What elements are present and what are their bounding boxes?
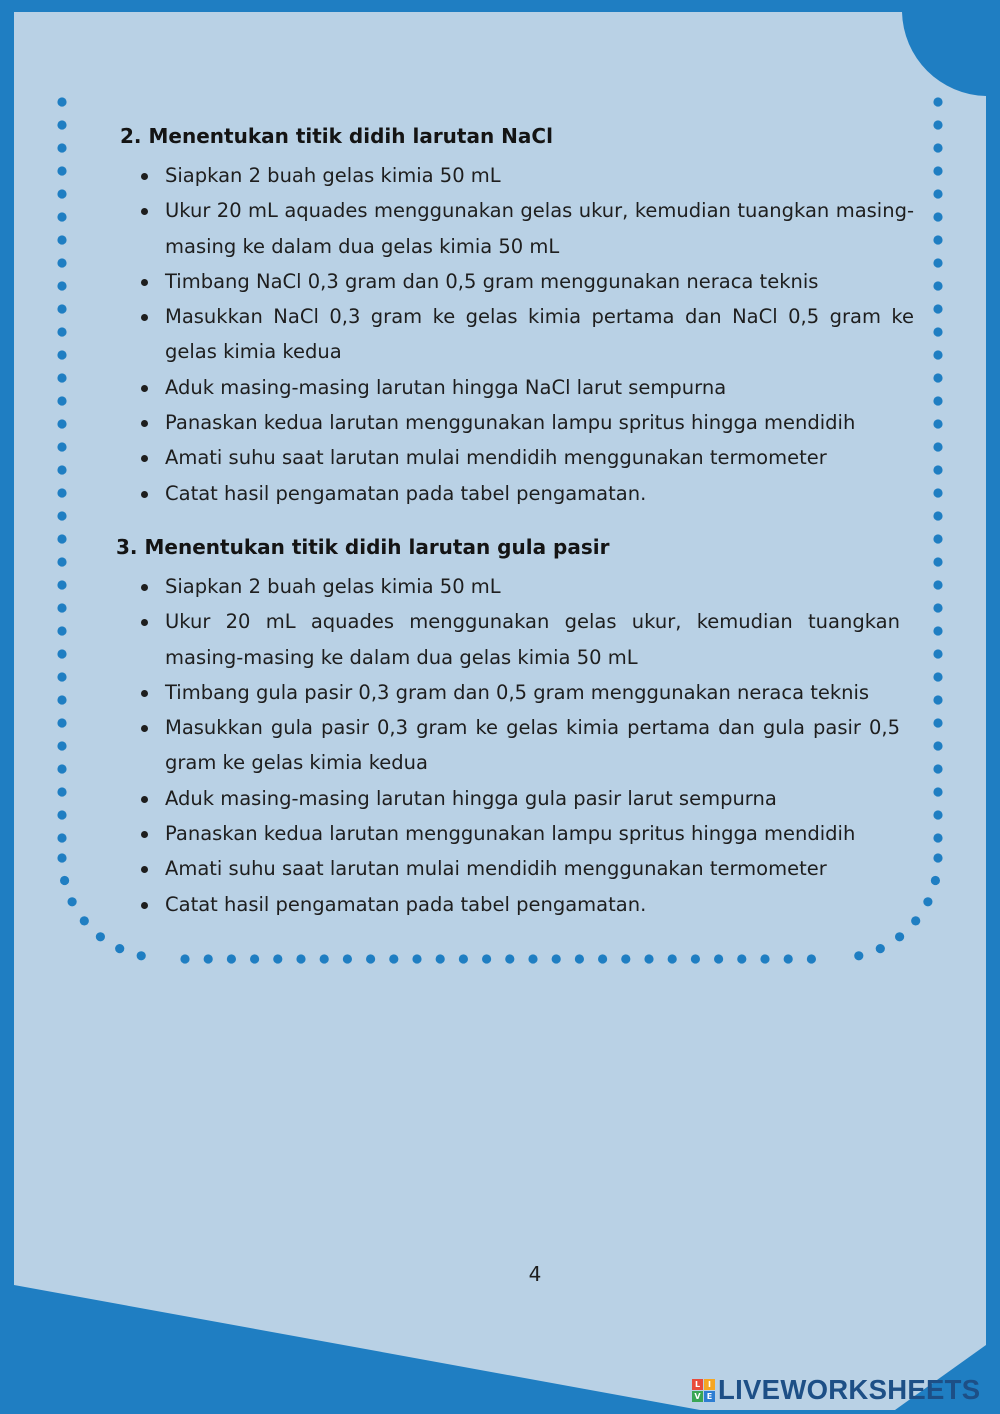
border-dot xyxy=(691,954,700,963)
border-dot xyxy=(57,304,66,313)
border-dot xyxy=(57,741,66,750)
border-dot xyxy=(296,954,305,963)
section-title: Menentukan titik didih larutan gula pasir xyxy=(144,535,610,559)
border-dot xyxy=(933,580,942,589)
border-dot xyxy=(459,954,468,963)
border-dot xyxy=(57,258,66,267)
border-dot xyxy=(575,954,584,963)
step-item: Siapkan 2 buah gelas kimia 50 mL xyxy=(165,158,914,193)
border-dot xyxy=(204,954,213,963)
border-dot xyxy=(933,695,942,704)
step-item: Aduk masing-masing larutan hingga NaCl larut sempurna xyxy=(165,370,914,405)
border-dot xyxy=(57,350,66,359)
border-dot xyxy=(57,419,66,428)
step-item: Ukur 20 mL aquades menggunakan gelas ukur, kemudian tuangkan masing-masing ke dalam dua gelas kimia 50 mL xyxy=(165,193,914,264)
border-dot xyxy=(57,327,66,336)
border-dot xyxy=(598,954,607,963)
border-dot xyxy=(933,166,942,175)
border-dot xyxy=(933,442,942,451)
border-dot xyxy=(57,373,66,382)
border-dot xyxy=(57,442,66,451)
border-dot xyxy=(57,97,66,106)
step-item: Ukur 20 mL aquades menggunakan gelas ukur, kemudian tuangkan masing-masing ke dalam dua gelas kimia 50 mL xyxy=(165,604,900,675)
border-dot xyxy=(644,954,653,963)
section-heading xyxy=(116,535,609,559)
liveworksheets-watermark xyxy=(692,1373,980,1407)
page-number: 4 xyxy=(528,1262,542,1286)
border-dot xyxy=(57,810,66,819)
border-dot xyxy=(57,281,66,290)
logo-letter: V xyxy=(692,1391,703,1402)
border-dot xyxy=(933,672,942,681)
border-dot xyxy=(933,534,942,543)
border-dot xyxy=(933,557,942,566)
step-item: Siapkan 2 buah gelas kimia 50 mL xyxy=(165,569,900,604)
border-dot xyxy=(366,954,375,963)
step-item: Amati suhu saat larutan mulai mendidih menggunakan termometer xyxy=(165,440,914,475)
border-dot xyxy=(389,954,398,963)
border-dot xyxy=(876,944,885,953)
step-item: Masukkan gula pasir 0,3 gram ke gelas kimia pertama dan gula pasir 0,5 gram ke gelas kimia kedua xyxy=(165,710,900,781)
border-dot xyxy=(505,954,514,963)
liveworksheets-logo xyxy=(692,1379,715,1402)
border-dot xyxy=(57,649,66,658)
border-dot xyxy=(933,396,942,405)
border-dot xyxy=(412,954,421,963)
step-item: Timbang gula pasir 0,3 gram dan 0,5 gram menggunakan neraca teknis xyxy=(165,675,900,710)
border-dot xyxy=(923,897,932,906)
border-dot xyxy=(57,695,66,704)
border-dot xyxy=(57,580,66,589)
border-dot xyxy=(80,916,89,925)
liveworksheets-text: LIVEWORKSHEETS xyxy=(718,1374,981,1405)
border-dot xyxy=(436,954,445,963)
border-dot xyxy=(933,189,942,198)
border-dot xyxy=(96,932,105,941)
border-dot xyxy=(760,954,769,963)
border-dot xyxy=(273,954,282,963)
border-dot xyxy=(250,954,259,963)
step-item: Masukkan NaCl 0,3 gram ke gelas kimia pertama dan NaCl 0,5 gram ke gelas kimia kedua xyxy=(165,299,914,370)
border-dot xyxy=(57,120,66,129)
border-dot xyxy=(933,419,942,428)
border-dot xyxy=(933,488,942,497)
step-list xyxy=(165,569,900,922)
border-dot xyxy=(57,511,66,520)
border-dot xyxy=(933,350,942,359)
step-item: Catat hasil pengamatan pada tabel pengamatan. xyxy=(165,887,900,922)
border-dot xyxy=(933,833,942,842)
border-dot xyxy=(933,626,942,635)
border-dot xyxy=(180,954,189,963)
logo-letter: L xyxy=(692,1379,703,1390)
border-dot xyxy=(528,954,537,963)
border-dot xyxy=(668,954,677,963)
step-item: Panaskan kedua larutan menggunakan lampu spritus hingga mendidih xyxy=(165,816,900,851)
border-dot xyxy=(57,143,66,152)
border-dot xyxy=(621,954,630,963)
border-dot xyxy=(933,304,942,313)
border-dot xyxy=(57,396,66,405)
border-dot xyxy=(933,373,942,382)
border-dot xyxy=(60,876,69,885)
step-item: Aduk masing-masing larutan hingga gula pasir larut sempurna xyxy=(165,781,900,816)
border-dot xyxy=(57,189,66,198)
section-number: 3. xyxy=(116,535,138,559)
logo-letter: E xyxy=(704,1391,715,1402)
border-dot xyxy=(933,258,942,267)
border-dot xyxy=(933,327,942,336)
border-dot xyxy=(57,488,66,497)
border-dot xyxy=(57,557,66,566)
step-item: Panaskan kedua larutan menggunakan lampu spritus hingga mendidih xyxy=(165,405,914,440)
section-title: Menentukan titik didih larutan NaCl xyxy=(148,124,553,148)
border-dot xyxy=(68,897,77,906)
border-dot xyxy=(807,954,816,963)
border-dot xyxy=(933,741,942,750)
border-dot xyxy=(933,143,942,152)
border-dot xyxy=(933,603,942,612)
border-dot xyxy=(57,672,66,681)
border-dot xyxy=(57,465,66,474)
border-dot xyxy=(933,465,942,474)
border-dot xyxy=(933,120,942,129)
section-number: 2. xyxy=(120,124,142,148)
border-dot xyxy=(57,853,66,862)
border-dot xyxy=(57,212,66,221)
step-item: Timbang NaCl 0,3 gram dan 0,5 gram menggunakan neraca teknis xyxy=(165,264,914,299)
logo-letter: I xyxy=(704,1379,715,1390)
border-dot xyxy=(137,951,146,960)
border-dot xyxy=(320,954,329,963)
border-dot xyxy=(57,166,66,175)
border-dot xyxy=(933,718,942,727)
border-dot xyxy=(933,281,942,290)
border-dot xyxy=(57,235,66,244)
border-dot xyxy=(933,97,942,106)
border-dot xyxy=(933,212,942,221)
border-dot xyxy=(933,853,942,862)
border-dot xyxy=(933,764,942,773)
border-dot xyxy=(933,649,942,658)
border-dot xyxy=(115,944,124,953)
border-dot xyxy=(911,916,920,925)
border-dot xyxy=(933,235,942,244)
border-dot xyxy=(57,764,66,773)
section-heading xyxy=(120,124,553,148)
border-dot xyxy=(343,954,352,963)
border-dot xyxy=(933,787,942,796)
border-dot xyxy=(737,954,746,963)
border-dot xyxy=(57,626,66,635)
border-dot xyxy=(854,951,863,960)
border-dot xyxy=(784,954,793,963)
border-dot xyxy=(57,718,66,727)
border-dot xyxy=(552,954,561,963)
step-list xyxy=(165,158,914,511)
border-dot xyxy=(933,511,942,520)
step-item: Catat hasil pengamatan pada tabel pengamatan. xyxy=(165,476,914,511)
border-dot xyxy=(57,603,66,612)
border-dot xyxy=(57,833,66,842)
step-item: Amati suhu saat larutan mulai mendidih menggunakan termometer xyxy=(165,851,900,886)
border-dot xyxy=(482,954,491,963)
border-dot xyxy=(227,954,236,963)
border-dot xyxy=(57,534,66,543)
border-dot xyxy=(714,954,723,963)
border-dot xyxy=(57,787,66,796)
border-dot xyxy=(933,810,942,819)
border-dot xyxy=(931,876,940,885)
border-dot xyxy=(895,932,904,941)
